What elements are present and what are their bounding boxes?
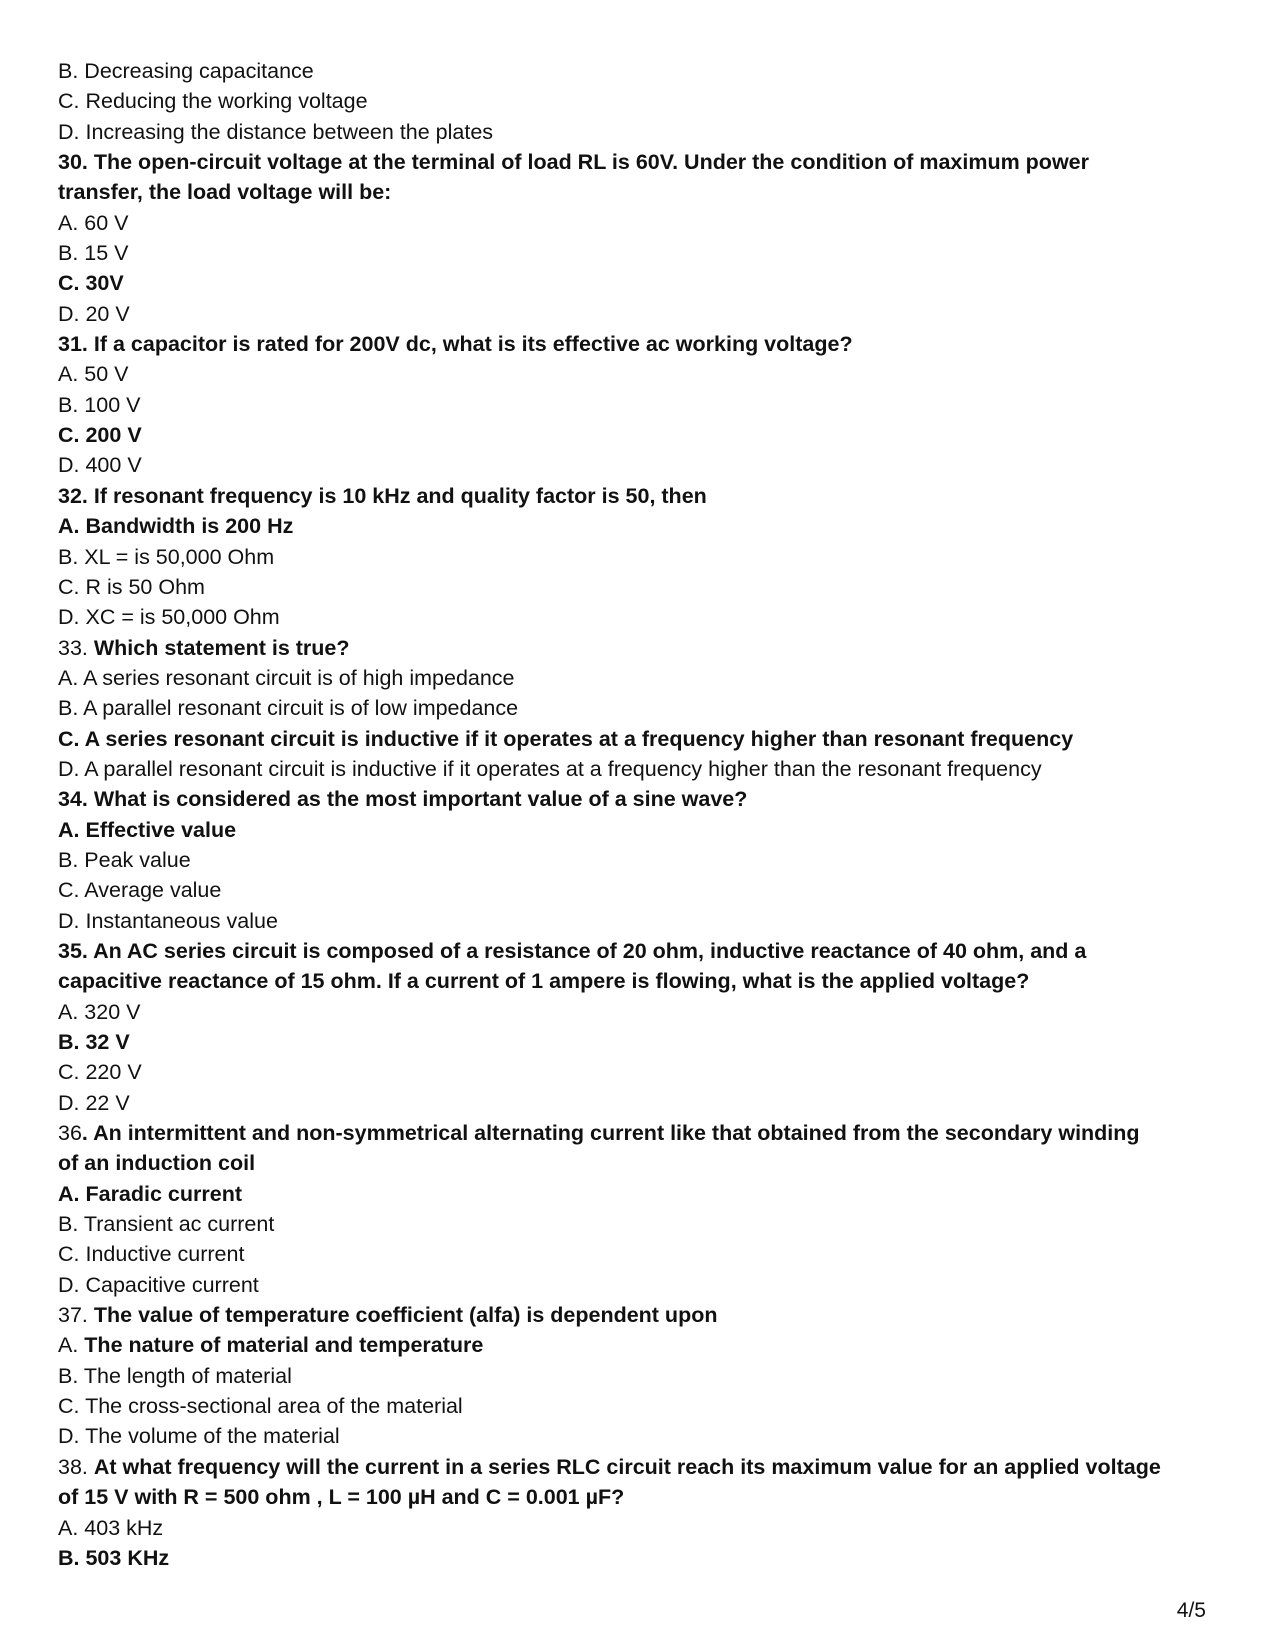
text-segment: B. XL = is 50,000 Ohm [58, 544, 275, 569]
text-segment: D. 22 V [58, 1090, 130, 1115]
q34-question [58, 784, 1218, 814]
text-segment: 33. [58, 635, 94, 660]
q35-option-b [58, 1027, 1218, 1057]
text-segment: B. The length of material [58, 1363, 292, 1388]
text-segment: The value of temperature coefficient (alfa) is dependent upon [93, 1303, 718, 1328]
text-segment: C. Average value [58, 878, 222, 903]
text-segment: 35. An AC series circuit is composed of a resistance of 20 ohm, inductive reactance of 40 ohm, and a [58, 938, 1087, 963]
q29-option-d [58, 117, 1218, 147]
text-segment: B. 15 V [58, 241, 129, 266]
text-segment: D. A parallel resonant circuit is inductive if it operates at a frequency higher than the resonant frequency [58, 756, 1042, 781]
q30-option-b [58, 238, 1218, 268]
q35-option-d [58, 1088, 1218, 1118]
q37-option-d [58, 1421, 1218, 1451]
text-segment: At what frequency will the current in a series RLC circuit reach its maximum value for an applied voltage [93, 1454, 1161, 1479]
text-segment: 30. The open-circuit voltage at the terminal of load RL is 60V. Under the condition of maximum power [58, 150, 1089, 175]
q36-option-c [58, 1239, 1218, 1269]
q38-question-line-1 [58, 1452, 1218, 1482]
q30-option-c [58, 268, 1218, 298]
text-segment: A. Faradic current [58, 1181, 242, 1206]
q35-option-a [58, 997, 1218, 1027]
q33-option-b [58, 693, 1218, 723]
text-segment: B. 32 V [58, 1030, 130, 1054]
text-segment: A. 403 kHz [58, 1515, 164, 1540]
text-segment: A. 60 V [58, 210, 129, 235]
q32-option-d [58, 602, 1218, 632]
q34-option-b [58, 845, 1218, 875]
text-segment: D. Increasing the distance between the plates [58, 119, 494, 144]
text-segment: D. 20 V [58, 301, 130, 326]
text-segment: A. [58, 1333, 85, 1358]
text-segment: of an induction coil [58, 1151, 256, 1176]
text-segment: C. 200 V [58, 423, 142, 448]
text-segment: C. Reducing the working voltage [58, 89, 368, 114]
text-segment: 32. If resonant frequency is 10 kHz and quality factor is 50, then [58, 483, 707, 508]
q37-option-a [58, 1330, 1218, 1360]
text-segment: B. 503 KHz [58, 1545, 170, 1570]
q38-option-b [58, 1543, 1218, 1573]
text-segment: of 15 V with R = 500 ohm , L = 100 µH and C = 0.001 µF? [58, 1485, 625, 1510]
q30-option-a [58, 208, 1218, 238]
q35-question-line-1 [58, 936, 1218, 966]
text-segment: C. The cross-sectional area of the material [58, 1394, 463, 1419]
q33-option-a [58, 663, 1218, 693]
q31-option-a [58, 359, 1218, 389]
q31-option-d [58, 450, 1218, 480]
q31-option-c [58, 420, 1218, 450]
page-number: 4/5 [1176, 1599, 1206, 1622]
text-segment: A. 50 V [58, 362, 129, 387]
q36-option-b [58, 1209, 1218, 1239]
q36-option-a [58, 1179, 1218, 1209]
text-segment: A. Effective value [58, 817, 237, 842]
text-segment: B. 100 V [58, 392, 141, 417]
q36-question-line-2 [58, 1148, 1218, 1178]
q32-question [58, 481, 1218, 511]
text-segment: B. A parallel resonant circuit is of low impedance [58, 696, 519, 721]
text-segment: B. Transient ac current [58, 1212, 275, 1237]
q31-question [58, 329, 1218, 359]
q36-question-line-1 [58, 1118, 1218, 1148]
text-segment: B. Decreasing capacitance [58, 59, 314, 83]
q29-option-c [58, 86, 1218, 116]
q34-option-a [58, 815, 1218, 845]
q35-option-c [58, 1057, 1218, 1087]
q34-option-d [58, 906, 1218, 936]
q38-question-line-2 [58, 1482, 1218, 1512]
q32-option-c [58, 572, 1218, 602]
q37-option-c [58, 1391, 1218, 1421]
q30-question-line-2 [58, 177, 1218, 207]
text-segment: D. 400 V [58, 453, 142, 478]
text-segment: 34. What is considered as the most important value of a sine wave? [58, 787, 748, 812]
text-segment: C. 30V [58, 271, 124, 296]
q34-option-c [58, 875, 1218, 905]
q38-option-a [58, 1513, 1218, 1543]
text-segment: 36 [58, 1121, 82, 1146]
text-segment: C. 220 V [58, 1060, 142, 1085]
text-segment: transfer, the load voltage will be: [58, 180, 392, 205]
text-segment: 38. [58, 1454, 94, 1479]
q31-option-b [58, 390, 1218, 420]
text-segment: A. Bandwidth is 200 Hz [58, 514, 294, 539]
text-segment: D. Capacitive current [58, 1272, 259, 1297]
q33-option-d [58, 754, 1218, 784]
text-segment: D. The volume of the material [58, 1424, 340, 1449]
q36-option-d [58, 1270, 1218, 1300]
q37-option-b [58, 1361, 1218, 1391]
q37-question [58, 1300, 1218, 1330]
text-segment: 31. If a capacitor is rated for 200V dc, what is its effective ac working voltage? [58, 332, 853, 357]
text-segment: . An intermittent and non-symmetrical alternating current like that obtained from the secondary winding [81, 1121, 1140, 1146]
q33-question [58, 633, 1218, 663]
text-segment: A. A series resonant circuit is of high impedance [58, 665, 515, 690]
text-segment: C. A series resonant circuit is inductive if it operates at a frequency higher than resonant frequency [58, 726, 1074, 751]
q30-question-line-1 [58, 147, 1218, 177]
q35-question-line-2 [58, 966, 1218, 996]
text-segment: Which statement is true? [93, 635, 350, 660]
text-segment: C. Inductive current [58, 1242, 245, 1267]
text-segment: D. Instantaneous value [58, 908, 278, 933]
q30-option-d [58, 299, 1218, 329]
q32-option-a [58, 511, 1218, 541]
q29-option-b [58, 56, 1218, 86]
text-segment: capacitive reactance of 15 ohm. If a current of 1 ampere is flowing, what is the applied voltage? [58, 969, 1030, 994]
q32-option-b [58, 542, 1218, 572]
text-segment: A. 320 V [58, 999, 141, 1024]
q33-option-c [58, 724, 1218, 754]
document-page [58, 56, 1218, 1573]
text-segment: B. Peak value [58, 847, 191, 872]
text-segment: C. R is 50 Ohm [58, 574, 205, 599]
text-segment: D. XC = is 50,000 Ohm [58, 605, 280, 630]
text-segment: The nature of material and temperature [84, 1333, 484, 1358]
text-segment: 37. [58, 1303, 94, 1328]
